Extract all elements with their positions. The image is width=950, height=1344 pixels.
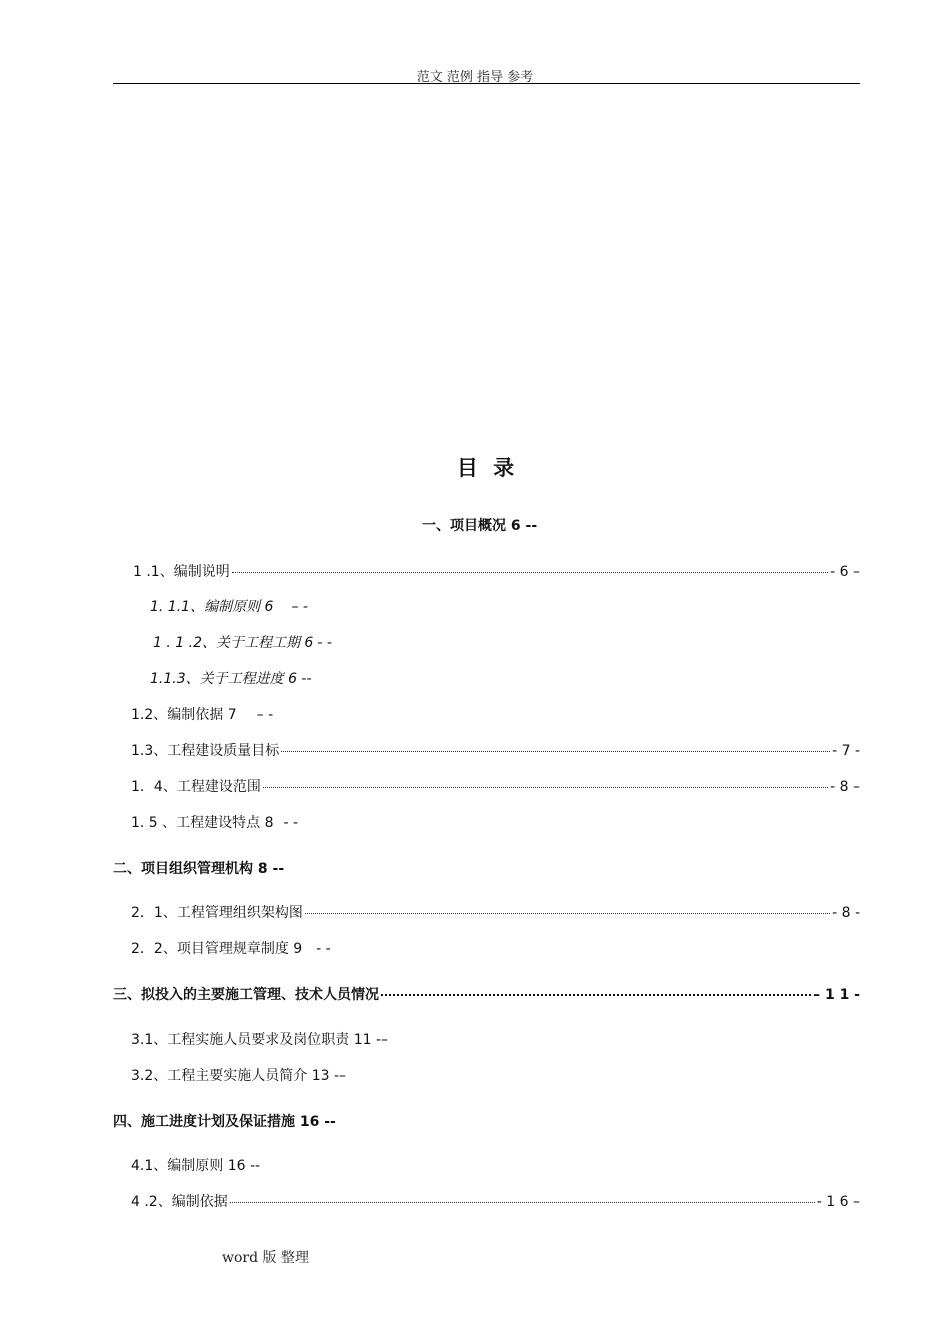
toc-entry-page: - - [316,941,331,957]
toc-entry-page: - 8 - [832,905,860,921]
toc-entry-label: 1 . 1 .2、关于工程工期 6 [153,635,314,651]
toc-entry-page: - [306,671,312,687]
toc-entry-5[interactable] [150,670,312,688]
page-header: 范文 范例 指导 参考 [416,70,534,85]
toc-entry-label: 2．2、项目管理规章制度 9 [131,941,303,957]
toc-entry-label: 2．1、工程管理组织架构图 [131,905,303,921]
toc-entry-8[interactable] [131,778,860,796]
toc-entry-label: 1. 1.1、编制原则 6 [150,599,274,615]
toc-entry-2[interactable] [133,563,860,581]
toc-entry-18[interactable] [131,1193,860,1211]
toc-entry-label: 3.2、工程主要实施人员简介 13 - [131,1068,340,1084]
toc-entry-label: 1. 5 、工程建设特点 8 [131,815,274,831]
toc-entry-page: - 7 - [832,743,860,759]
toc-entry-page: - [255,1158,261,1174]
toc-entry-label: 1．4、工程建设范围 [131,779,261,795]
page-footer: word 版 整理 [222,1250,309,1266]
toc-entry-label: 1.2、编制依据 7 [131,707,237,723]
toc-entry-6[interactable] [131,706,273,724]
toc-entry-page: - [531,518,538,534]
toc-entry-page: - - [317,635,332,651]
toc-entry-page: – - [256,707,274,723]
dot-leader [232,571,828,573]
toc-entry-12[interactable] [131,940,331,958]
toc-entry-page: - 1 6 – [816,1194,860,1210]
dot-leader [230,1201,815,1203]
toc-entry-14[interactable] [131,1031,388,1049]
toc-entry-11[interactable] [131,904,860,922]
toc-entry-16[interactable] [113,1113,336,1131]
toc-entry-label: 二、项目组织管理机构 8 - [113,861,279,877]
dot-leader [281,750,830,752]
toc-entry-page: - [278,861,285,877]
toc-entry-label: 1 .1、编制说明 [133,564,230,580]
header-divider [113,83,860,84]
dot-leader [263,786,828,788]
dot-leader [305,912,830,914]
toc-entry-page: – 1 1 - [813,987,860,1003]
toc-entry-17[interactable] [131,1157,260,1175]
toc-entry-label: 1.3、工程建设质量目标 [131,743,280,759]
toc-entry-page: - 8 – [830,779,860,795]
toc-entry-label: 四、施工进度计划及保证措施 16 - [113,1114,331,1130]
toc-entry-15[interactable] [131,1067,346,1085]
toc-title: 目 录 [456,456,519,480]
toc-entry-3[interactable] [150,598,308,616]
toc-entry-page: - - [283,815,299,831]
toc-entry-label: 3.1、工程实施人员要求及岗位职责 11 - [131,1032,382,1048]
toc-entry-1[interactable] [422,517,537,535]
dot-leader [381,993,811,996]
toc-entry-page: – [381,1032,389,1048]
toc-entry-page: - 6 – [830,564,860,580]
toc-entry-label: 一、项目概况 6 - [422,518,532,534]
toc-entry-label: 1.1.3、关于工程进度 6 - [150,671,307,687]
toc-entry-page: – - [291,599,308,615]
toc-entry-7[interactable] [131,742,860,760]
toc-entry-13[interactable] [113,986,860,1004]
toc-entry-9[interactable] [131,814,298,832]
toc-entry-label: 4.1、编制原则 16 - [131,1158,256,1174]
toc-entry-page: - [330,1114,336,1130]
toc-entry-page: – [339,1068,347,1084]
toc-entry-label: 4 .2、编制依据 [131,1194,228,1210]
toc-entry-label: 三、拟投入的主要施工管理、技术人员情况 [113,987,379,1003]
toc-entry-10[interactable] [113,860,284,878]
toc-entry-4[interactable] [153,634,332,652]
